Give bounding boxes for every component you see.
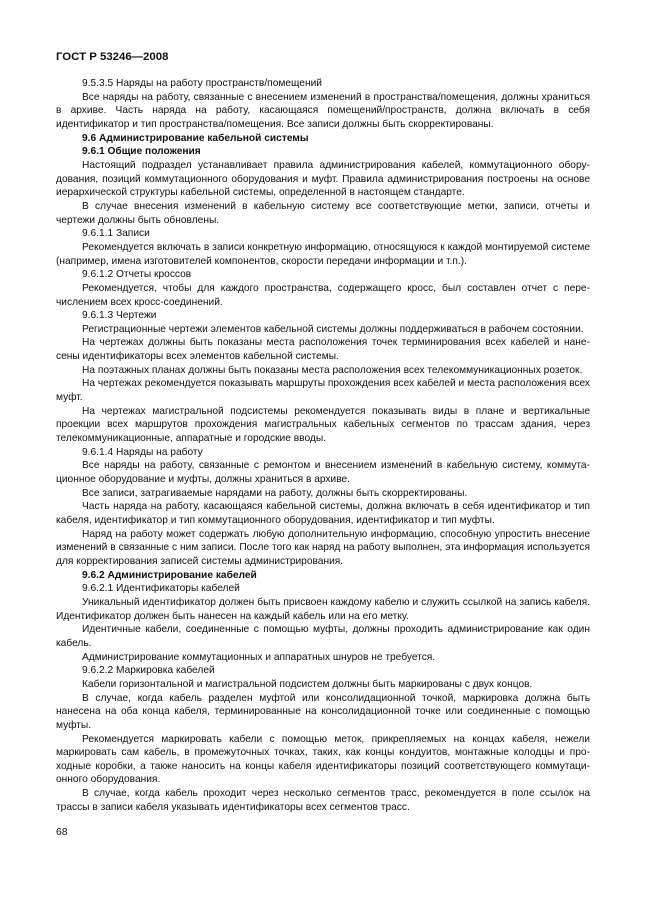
paragraph: Все наряды на работу, связанные с внесением изменений в пространства/помещения, должны храниться в архиве. Часть наряда на работу, касающаяся помещений/пространств, должна включать в себя идентификатор и тип пространства/помещения. Все записи должны быть скорректированы.	[56, 91, 590, 130]
paragraph: 9.6.2.1 Идентификаторы кабелей	[82, 583, 240, 595]
paragraph: На поэтажных планах должны быть показаны места расположения всех телекоммуникационных розеток.	[82, 364, 583, 376]
paragraph: 9.6.1.4 Наряды на работу	[82, 446, 203, 458]
paragraph: 9.6.1.2 Отчеты кроссов	[82, 269, 192, 281]
paragraph: В случае, когда кабель проходит через несколько сегментов трасс, рекомендуется в поле ссылок на трассы в записи кабеля указывать идентификаторы всех сегментов трасс.	[56, 788, 590, 813]
paragraph: Кабели горизонтальной и магистральной подсистем должны быть маркированы с двух концов.	[82, 678, 533, 690]
paragraph: В случае внесения изменений в кабельную систему все соответствующие метки, записи, отчеты и чертежи должны быть обновлены.	[56, 200, 590, 226]
paragraph: На чертежах должны быть показаны места расположения точек терминирования всех кабелей и нанесены идентификаторы всех элементов кабельной системы.	[56, 337, 590, 363]
paragraph: Администрирование коммутационных и аппаратных шнуров не требуется.	[82, 651, 436, 663]
paragraph: 9.6.2.2 Маркировка кабелей	[82, 665, 215, 677]
paragraph: В случае, когда кабель разделен муфтой или консолидационной точкой, маркировка должна быть нанесена на оба конца кабеля, терминированные на консолидационной точке или соединенные с помощью муфты.	[56, 692, 590, 731]
paragraph: Уникальный идентификатор должен быть присвоен каждому кабелю и служить ссылкой на запись кабеля. Идентификатор должен быть нанесен на каждый кабель или на его метку.	[56, 596, 590, 622]
standard-header: ГОСТ Р 53246—2008	[56, 51, 169, 63]
paragraph: На чертежах рекомендуется показывать маршруты прохождения всех кабелей и места расположения всех муфт.	[56, 378, 590, 404]
paragraph: Все записи, затрагиваемые нарядами на работу, должны быть скорректированы.	[82, 487, 468, 499]
section-heading: 9.6.2 Администрирование кабелей	[82, 569, 257, 581]
paragraph: Наряд на работу может содержать любую дополнительную информацию, способную упростить внесение изменений в связанные с ним записи. После того как наряд на работу выполнен, эта информация используется для корректирования записей системы администрирования.	[56, 528, 590, 567]
paragraph: Часть наряда на работу, касающаяся кабельной системы, должна включать в себя идентификатор и тип кабеля, идентификатор и тип коммутационного оборудования, идентификатор и тип муфты.	[56, 501, 590, 526]
paragraph: 9.6.1.1 Записи	[82, 228, 150, 240]
paragraph: Настоящий подраздел устанавливает правила администрирования кабелей, коммутационного оборудования, позиций коммутационного оборудования и муфт. Правила администрирования построены на основе иерархической структуры кабельной системы, определенной в настоящем стандарте.	[56, 159, 590, 199]
paragraph: Рекомендуется, чтобы для каждого пространства, содержащего кросс, был составлен отчет с перечислением всех кросс-соединений.	[56, 282, 590, 308]
paragraph: Все наряды на работу, связанные с ремонтом и внесением изменений в кабельную систему, коммутационное оборудование и муфты, должны храниться в архиве.	[56, 460, 590, 486]
paragraph: Идентичные кабели, соединенные с помощью муфты, должны проходить администрирование как один кабель.	[56, 624, 590, 649]
paragraph: 9.6.1.3 Чертежи	[82, 310, 157, 322]
body-text	[56, 77, 590, 814]
paragraph: Рекомендуется включать в записи конкретную информацию, относящуюся к каждой монтируемой системе (например, имена изготовителей компонентов, скорости передачи информации и т.п.).	[56, 241, 590, 267]
paragraph: Регистрационные чертежи элементов кабельной системы должны поддерживаться в рабочем состоянии.	[82, 323, 584, 335]
paragraph: Рекомендуется маркировать кабели с помощью меток, прикрепляемых на концах кабеля, нежели маркировать сам кабель, в промежуточных точках, таких, как концы кондуитов, монтажные колодцы и проходные коробки, а также наносить на концы кабеля идентификаторы позиций соответствующего коммутационного оборудования.	[56, 733, 590, 786]
paragraph: На чертежах магистральной подсистемы рекомендуется показывать виды в плане и вертикальные проекции всех маршрутов прохождения магистральных кабельных сегментов по трассам здания, через телекоммуникационные, аппаратные и городские вводы.	[56, 405, 590, 445]
page-number: 68	[56, 827, 68, 838]
section-heading: 9.6 Администрирование кабельной системы	[82, 132, 309, 144]
paragraph: 9.5.3.5 Наряды на работу пространств/помещений	[82, 78, 322, 89]
section-heading: 9.6.1 Общие положения	[82, 146, 201, 158]
